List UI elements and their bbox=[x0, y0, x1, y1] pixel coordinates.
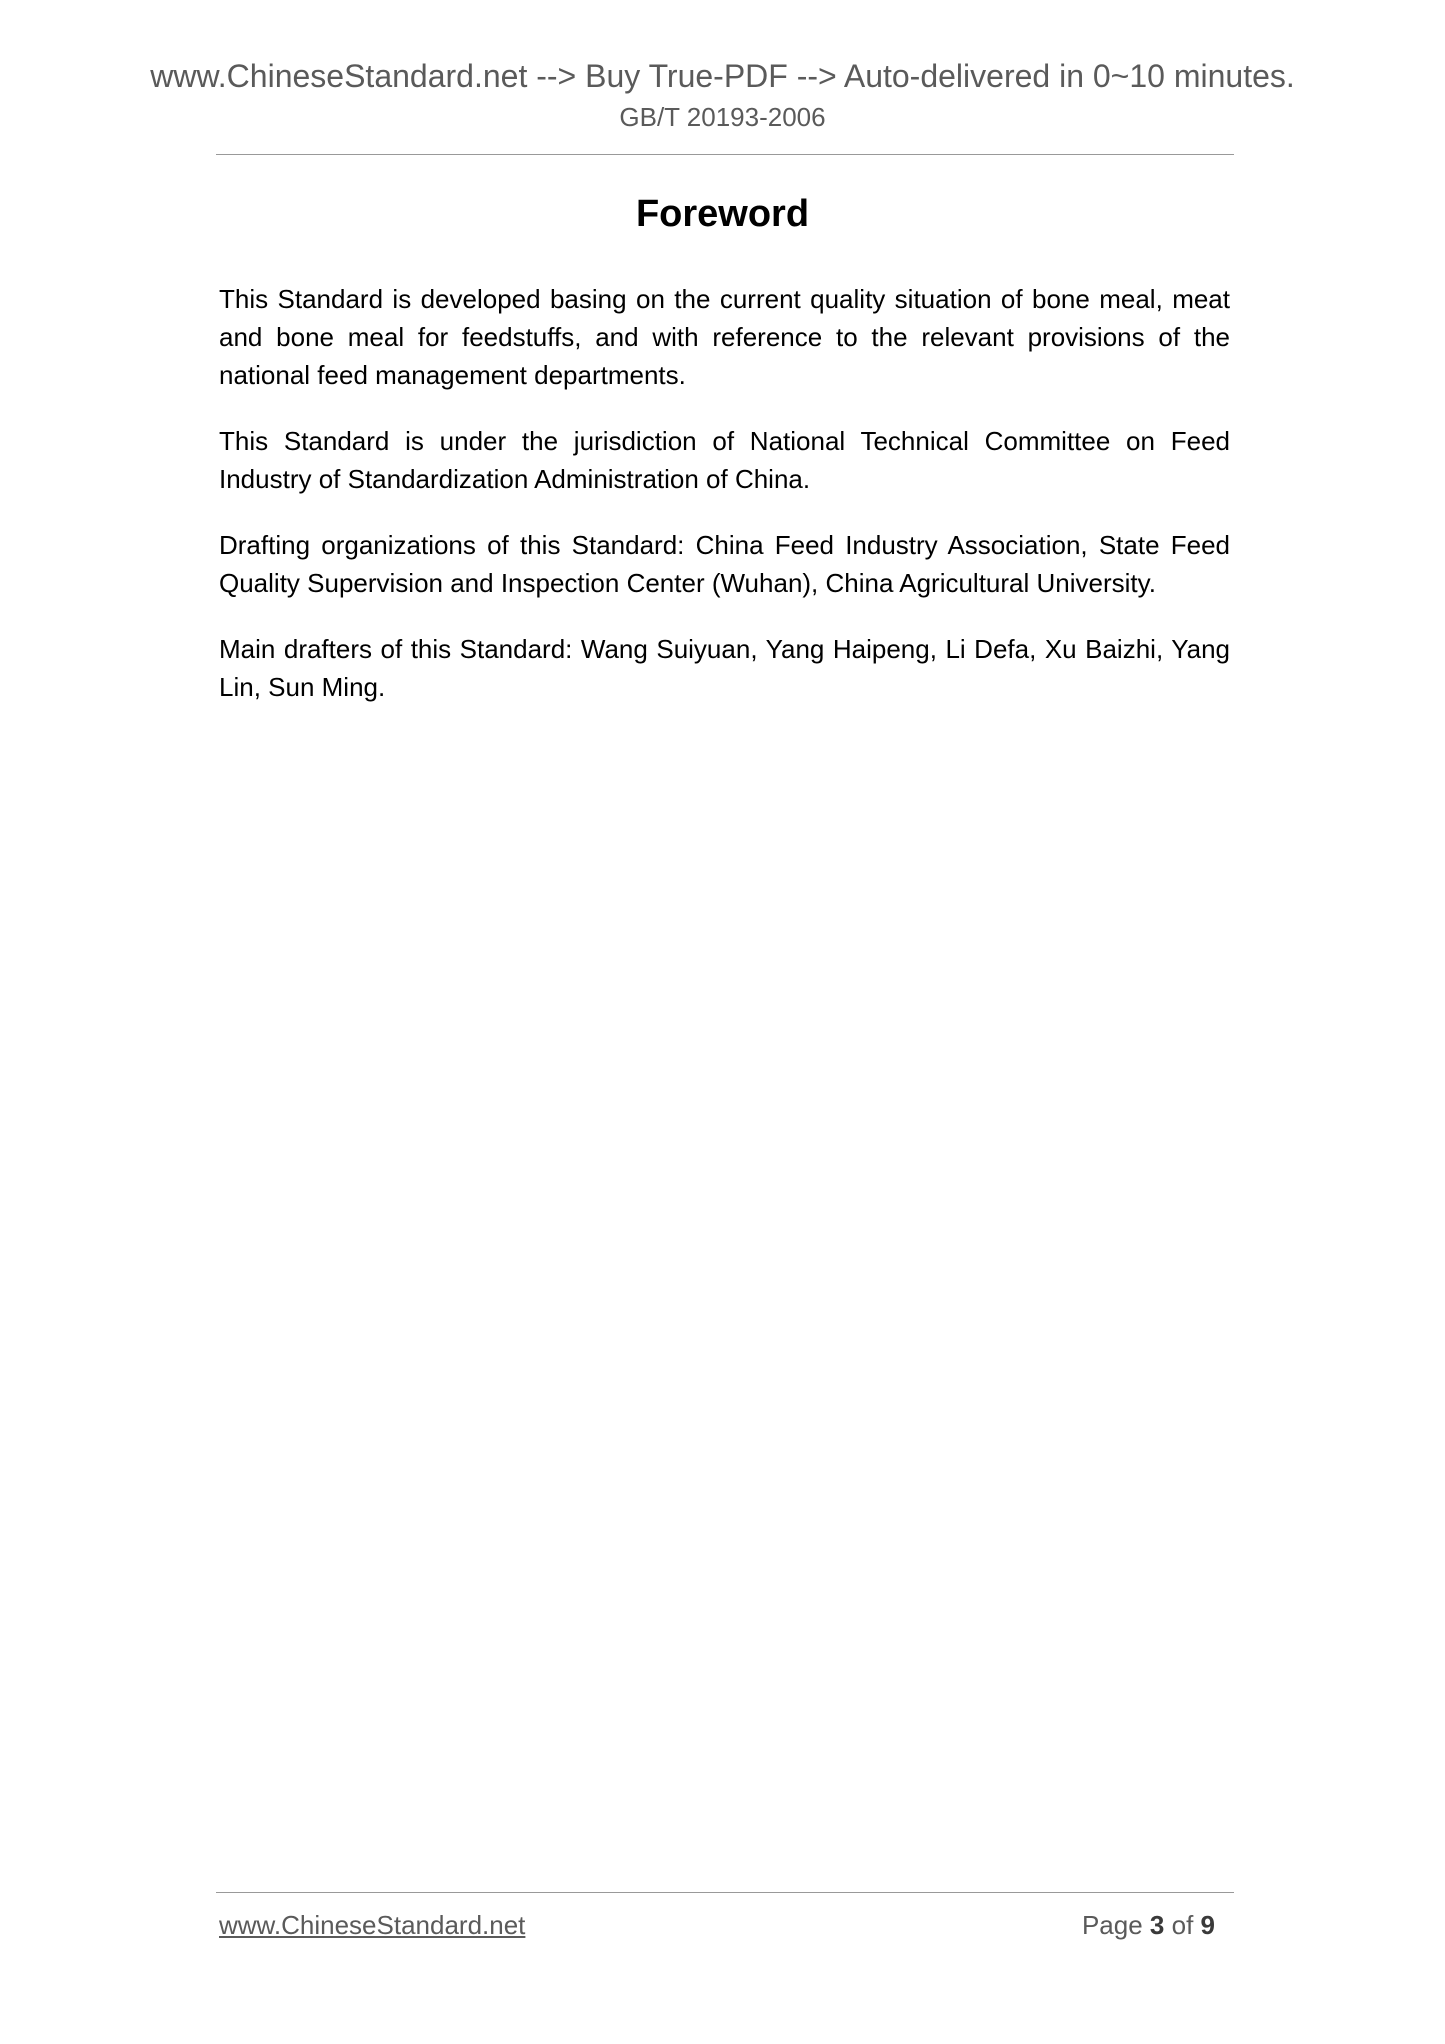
page-indicator bbox=[1082, 1908, 1215, 1942]
header-divider bbox=[216, 154, 1234, 155]
page-total: 9 bbox=[1200, 1910, 1215, 1940]
paragraph-drafting-organizations: Drafting organizations of this Standard: China Feed Industry Association, State Feed Quality Supervision and Inspection Center (Wuhan), China Agricultural University. bbox=[219, 530, 1230, 598]
header-banner: www.ChineseStandard.net --> Buy True-PDF --> Auto-delivered in 0~10 minutes. bbox=[150, 58, 1295, 94]
paragraph-scope: This Standard is developed basing on the current quality situation of bone meal, meat and bone meal for feedstuffs, and with reference to the relevant provisions of the national feed management departments. bbox=[219, 284, 1230, 390]
page-current: 3 bbox=[1149, 1910, 1165, 1940]
footer-website-link[interactable]: www.ChineseStandard.net bbox=[219, 1910, 526, 1940]
paragraph-main-drafters: Main drafters of this Standard: Wang Suiyuan, Yang Haipeng, Li Defa, Xu Baizhi, Yang Lin, Sun Ming. bbox=[219, 634, 1230, 702]
page-prefix: Page bbox=[1081, 1910, 1143, 1940]
page-of: of bbox=[1171, 1910, 1194, 1940]
document-number: GB/T 20193-2006 bbox=[619, 102, 826, 132]
document-body bbox=[219, 280, 1230, 734]
paragraph-jurisdiction: This Standard is under the jurisdiction of National Technical Committee on Feed Industry of Standardization Administration of China. bbox=[219, 426, 1230, 494]
page-title: Foreword bbox=[635, 193, 810, 235]
footer-divider bbox=[216, 1892, 1234, 1893]
